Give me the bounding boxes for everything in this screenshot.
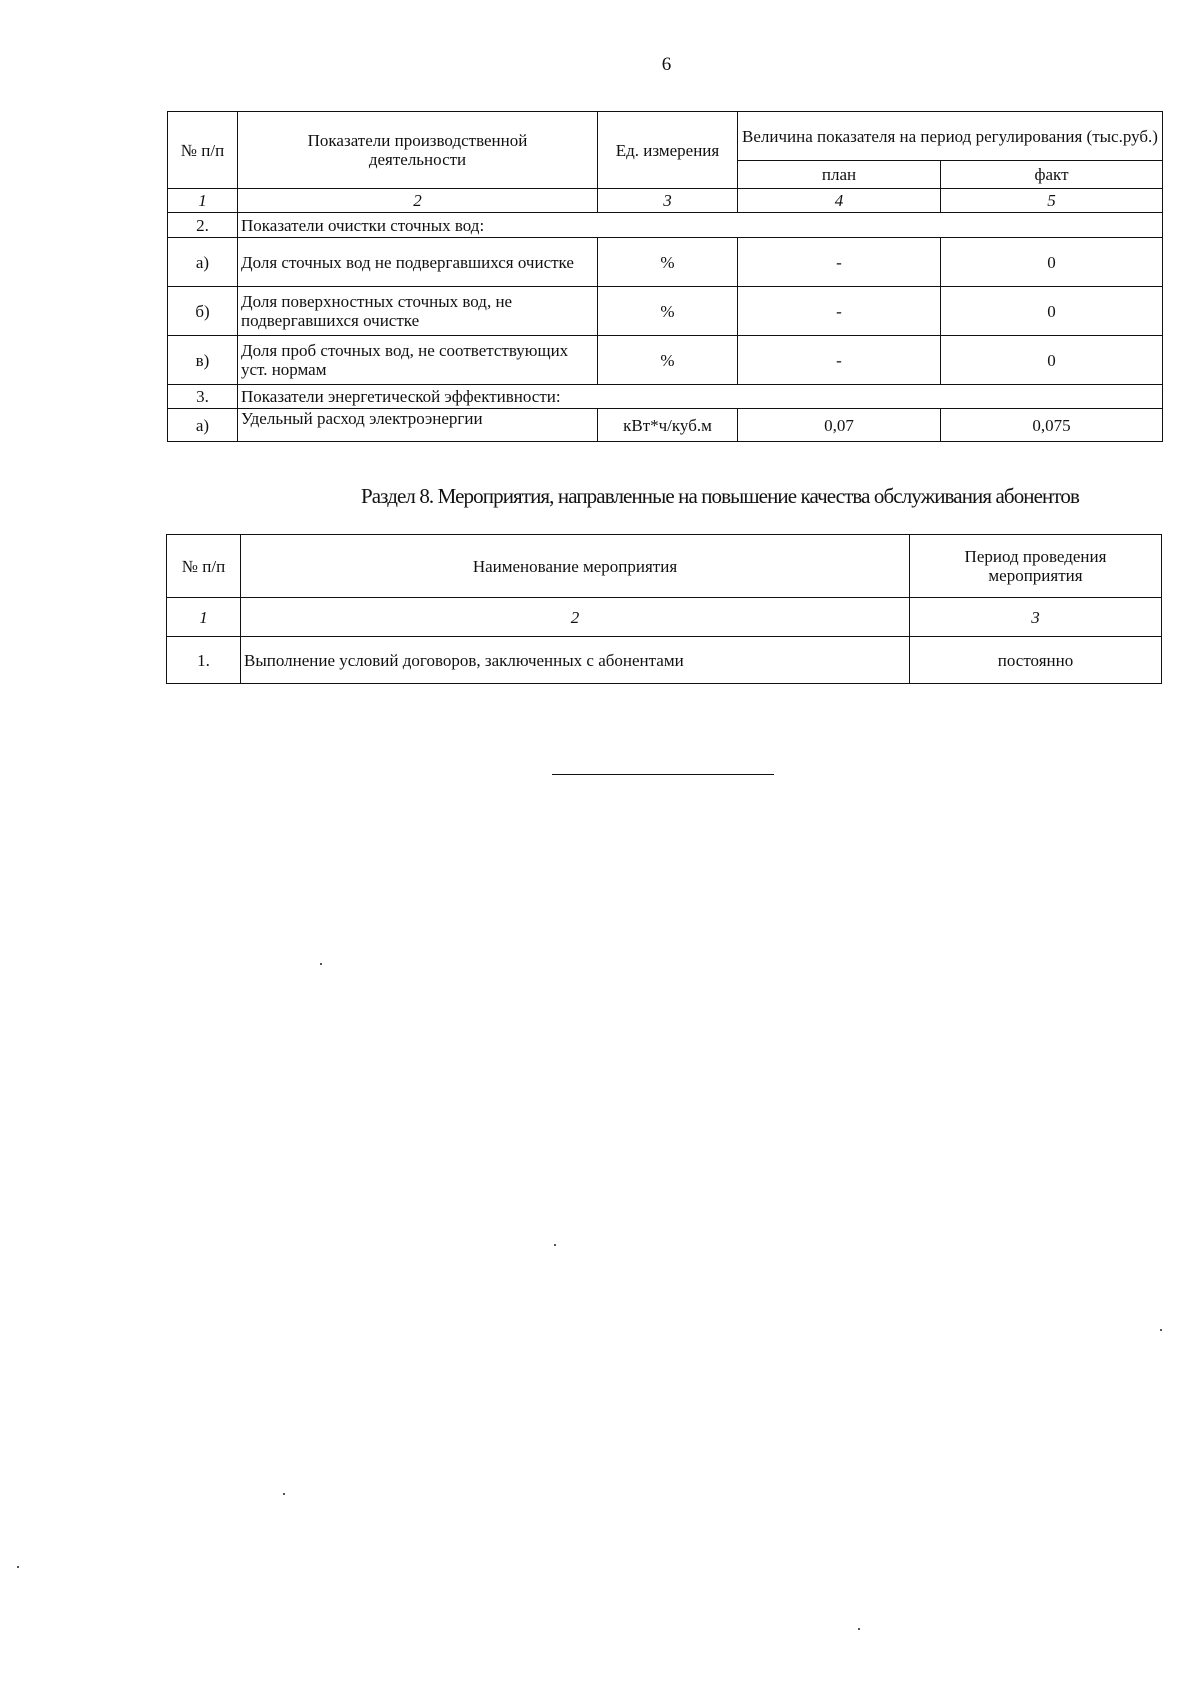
col-number: 1 bbox=[167, 598, 241, 637]
header-measure-name: Наименование мероприятия bbox=[241, 535, 910, 598]
section-num: 2. bbox=[168, 213, 238, 238]
col-number: 4 bbox=[738, 189, 941, 213]
row-num: 1. bbox=[167, 637, 241, 684]
header-value-group: Величина показателя на период регулирования (тыс.руб.) bbox=[738, 112, 1163, 161]
scan-speck bbox=[554, 1244, 556, 1246]
table-header-row bbox=[167, 535, 1162, 598]
scan-speck bbox=[1160, 1329, 1162, 1331]
table-row bbox=[168, 336, 1163, 385]
row-num: а) bbox=[168, 409, 238, 442]
row-plan: - bbox=[738, 336, 941, 385]
col-number: 3 bbox=[910, 598, 1162, 637]
table-row bbox=[168, 238, 1163, 287]
scan-speck bbox=[858, 1628, 860, 1630]
row-name: Доля сточных вод не подвергавшихся очистке bbox=[238, 238, 598, 287]
row-num: б) bbox=[168, 287, 238, 336]
header-plan: план bbox=[738, 161, 941, 189]
table-row bbox=[167, 637, 1162, 684]
production-indicators-table bbox=[167, 111, 1163, 442]
row-unit: % bbox=[598, 336, 738, 385]
section-title: Показатели очистки сточных вод: bbox=[238, 213, 1163, 238]
closing-rule bbox=[552, 774, 774, 775]
table-row bbox=[168, 409, 1163, 442]
row-fact: 0 bbox=[941, 287, 1163, 336]
col-number: 2 bbox=[241, 598, 910, 637]
col-number: 2 bbox=[238, 189, 598, 213]
header-indicators: Показатели производственной деятельности bbox=[238, 112, 598, 189]
row-measure-name: Выполнение условий договоров, заключенных с абонентами bbox=[241, 637, 910, 684]
row-fact: 0 bbox=[941, 336, 1163, 385]
row-unit: % bbox=[598, 287, 738, 336]
column-number-row bbox=[167, 598, 1162, 637]
table-header-row bbox=[168, 112, 1163, 161]
row-fact: 0 bbox=[941, 238, 1163, 287]
page-number: 6 bbox=[661, 54, 672, 75]
row-plan: 0,07 bbox=[738, 409, 941, 442]
row-name: Доля поверхностных сточных вод, не подвергавшихся очистке bbox=[238, 287, 598, 336]
col-number: 3 bbox=[598, 189, 738, 213]
section-row bbox=[168, 213, 1163, 238]
header-num: № п/п bbox=[168, 112, 238, 189]
table-row bbox=[168, 287, 1163, 336]
section-8-title: Раздел 8. Мероприятия, направленные на повышение качества обслуживания абонентов bbox=[360, 484, 1080, 508]
section-row bbox=[168, 385, 1163, 409]
row-plan: - bbox=[738, 287, 941, 336]
section-num: 3. bbox=[168, 385, 238, 409]
row-fact: 0,075 bbox=[941, 409, 1163, 442]
row-period: постоянно bbox=[910, 637, 1162, 684]
col-number: 1 bbox=[168, 189, 238, 213]
column-number-row bbox=[168, 189, 1163, 213]
header-unit: Ед. измерения bbox=[598, 112, 738, 189]
row-unit: кВт*ч/куб.м bbox=[598, 409, 738, 442]
scan-speck bbox=[320, 963, 322, 965]
header-num: № п/п bbox=[167, 535, 241, 598]
header-fact: факт bbox=[941, 161, 1163, 189]
header-period: Период проведения мероприятия bbox=[910, 535, 1162, 598]
scan-speck bbox=[17, 1566, 19, 1568]
row-plan: - bbox=[738, 238, 941, 287]
row-unit: % bbox=[598, 238, 738, 287]
measures-table bbox=[166, 534, 1162, 684]
scan-speck bbox=[283, 1493, 285, 1495]
row-name: Доля проб сточных вод, не соответствующих уст. нормам bbox=[238, 336, 598, 385]
section-title: Показатели энергетической эффективности: bbox=[238, 385, 1163, 409]
col-number: 5 bbox=[941, 189, 1163, 213]
row-num: в) bbox=[168, 336, 238, 385]
row-name: Удельный расход электроэнергии bbox=[238, 409, 598, 442]
row-num: а) bbox=[168, 238, 238, 287]
